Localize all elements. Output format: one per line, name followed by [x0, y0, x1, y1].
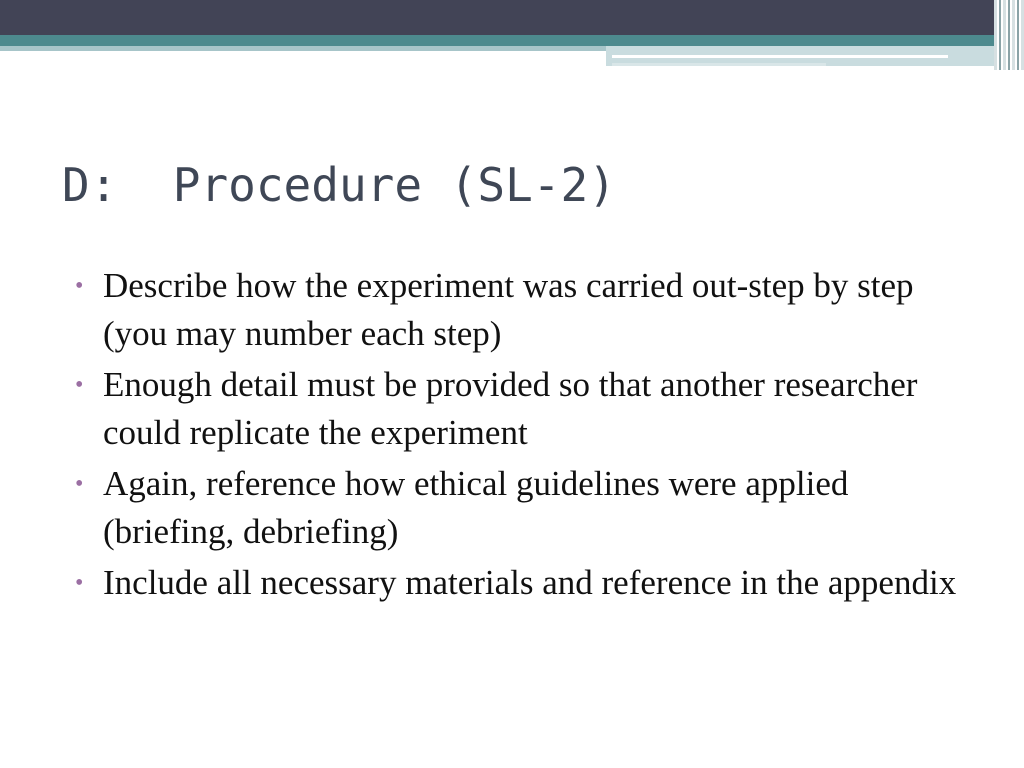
header-banner-accent-line [0, 46, 606, 51]
bullet-list [75, 262, 965, 610]
header-banner-dark [0, 0, 1024, 35]
bullet-item [75, 559, 965, 607]
bullet-icon: • [75, 372, 84, 398]
bullet-text: Describe how the experiment was carried out-step by step (you may number each step) [103, 266, 914, 353]
bullet-icon: • [75, 273, 84, 299]
bullet-text: Enough detail must be provided so that another researcher could replicate the experiment [103, 365, 918, 452]
bullet-text: Include all necessary materials and reference in the appendix [103, 563, 957, 602]
bullet-item [75, 361, 965, 457]
bullet-icon: • [75, 570, 84, 596]
bullet-item [75, 262, 965, 358]
header-banner-stripe [612, 55, 948, 58]
bullet-text: Again, reference how ethical guidelines were applied (briefing, debriefing) [103, 464, 849, 551]
bullet-icon: • [75, 471, 84, 497]
bullet-item [75, 460, 965, 556]
header-banner-teal [0, 35, 1024, 46]
slide-title: D: Procedure (SL-2) [62, 158, 616, 212]
header-banner-stripe [612, 63, 826, 66]
header-edge-stripes [994, 0, 1024, 70]
